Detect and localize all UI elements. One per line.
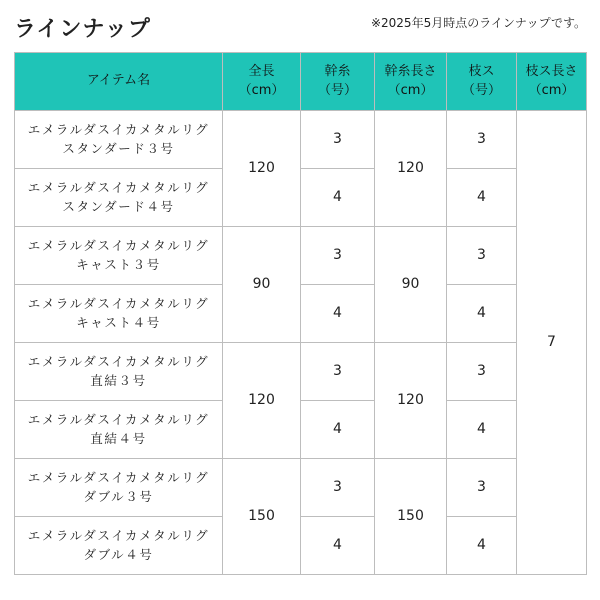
table-row bbox=[15, 169, 587, 227]
main-line-length-cell: 150 bbox=[375, 459, 447, 575]
total-length-cell: 120 bbox=[223, 111, 301, 227]
main-line-length-cell: 120 bbox=[375, 111, 447, 227]
branch-line-cell: 3 bbox=[447, 227, 517, 285]
branch-line-cell: 3 bbox=[447, 111, 517, 169]
item-name-cell: エメラルダスイカメタルリグ キャスト４号 bbox=[15, 285, 223, 343]
main-line-cell: 4 bbox=[301, 285, 375, 343]
main-line-cell: 3 bbox=[301, 111, 375, 169]
total-length-cell: 90 bbox=[223, 227, 301, 343]
table-header-row bbox=[15, 53, 587, 111]
header-item-name: アイテム名 bbox=[15, 53, 223, 111]
header-main-line-length: 幹糸長さ （cm） bbox=[375, 53, 447, 111]
branch-line-cell: 3 bbox=[447, 343, 517, 401]
table-row bbox=[15, 111, 587, 169]
table-row bbox=[15, 343, 587, 401]
header-branch-line-length: 枝ス長さ （cm） bbox=[517, 53, 587, 111]
main-line-cell: 3 bbox=[301, 459, 375, 517]
main-line-cell: 3 bbox=[301, 343, 375, 401]
main-line-cell: 4 bbox=[301, 169, 375, 227]
table-row bbox=[15, 401, 587, 459]
main-line-cell: 4 bbox=[301, 401, 375, 459]
table-row bbox=[15, 459, 587, 517]
lineup-note: ※2025年5月時点のラインナップです。 bbox=[370, 16, 586, 30]
branch-line-length-cell: 7 bbox=[517, 111, 587, 575]
item-name-cell: エメラルダスイカメタルリグ ダブル３号 bbox=[15, 459, 223, 517]
main-line-cell: 4 bbox=[301, 517, 375, 575]
header-branch-line: 枝ス （号） bbox=[447, 53, 517, 111]
item-name-cell: エメラルダスイカメタルリグ キャスト３号 bbox=[15, 227, 223, 285]
item-name-cell: エメラルダスイカメタルリグ 直結３号 bbox=[15, 343, 223, 401]
item-name-cell: エメラルダスイカメタルリグ スタンダード３号 bbox=[15, 111, 223, 169]
branch-line-cell: 4 bbox=[447, 169, 517, 227]
table-row bbox=[15, 227, 587, 285]
main-line-cell: 3 bbox=[301, 227, 375, 285]
branch-line-cell: 3 bbox=[447, 459, 517, 517]
table-row bbox=[15, 517, 587, 575]
page-title: ラインナップ bbox=[14, 17, 151, 42]
branch-line-cell: 4 bbox=[447, 401, 517, 459]
total-length-cell: 150 bbox=[223, 459, 301, 575]
branch-line-cell: 4 bbox=[447, 517, 517, 575]
branch-line-cell: 4 bbox=[447, 285, 517, 343]
header-main-line: 幹糸 （号） bbox=[301, 53, 375, 111]
header-total-length: 全長 （cm） bbox=[223, 53, 301, 111]
item-name-cell: エメラルダスイカメタルリグ 直結４号 bbox=[15, 401, 223, 459]
item-name-cell: エメラルダスイカメタルリグ スタンダード４号 bbox=[15, 169, 223, 227]
item-name-cell: エメラルダスイカメタルリグ ダブル４号 bbox=[15, 517, 223, 575]
total-length-cell: 120 bbox=[223, 343, 301, 459]
table-row bbox=[15, 285, 587, 343]
main-line-length-cell: 90 bbox=[375, 227, 447, 343]
main-line-length-cell: 120 bbox=[375, 343, 447, 459]
lineup-table bbox=[14, 52, 587, 575]
